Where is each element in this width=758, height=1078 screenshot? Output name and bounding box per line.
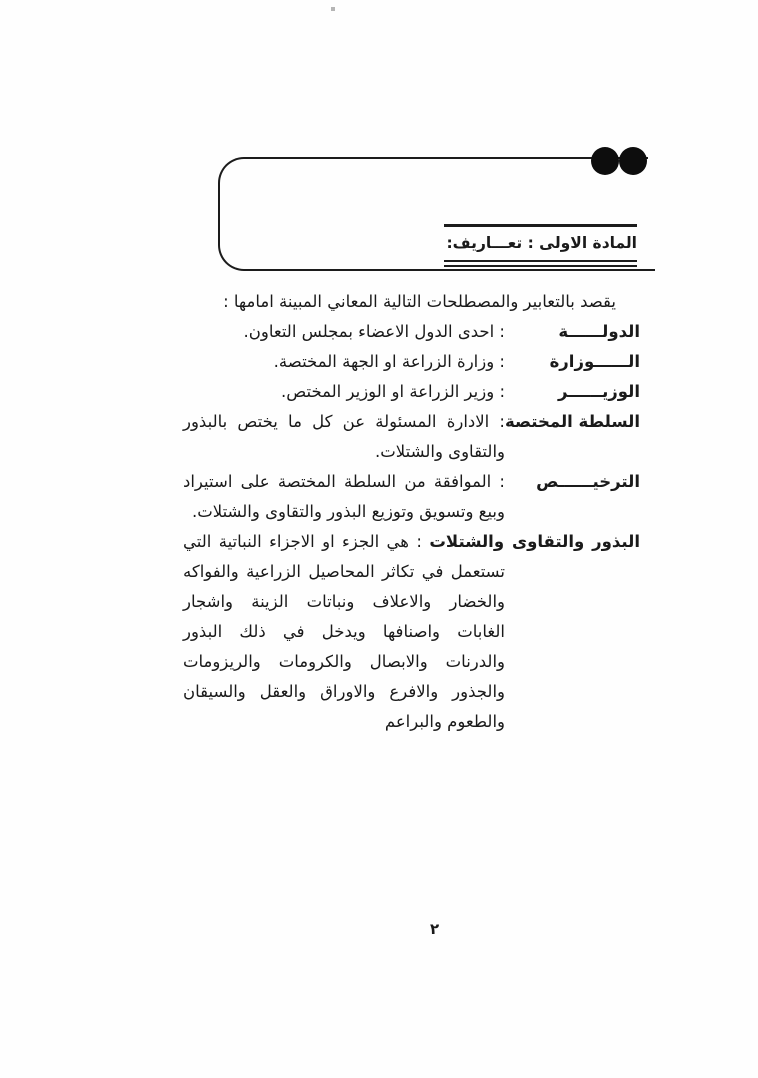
decorative-bullet-right (619, 147, 647, 175)
page-number: ٢ (430, 920, 440, 938)
definition-text: : وزير الزراعة او الوزير المختص. (281, 382, 505, 401)
scan-artifact-dot (331, 7, 335, 11)
definition-term: السلطة المختصة (504, 412, 640, 431)
definition-term: الوزيــــــر (558, 382, 640, 401)
definition-row (183, 467, 640, 527)
intro-paragraph: يقصد بالتعابير والمصطلحات التالية المعاني المبينة امامها : (223, 292, 616, 311)
definition-text: : وزارة الزراعة او الجهة المختصة. (273, 352, 505, 371)
definition-row (183, 347, 640, 377)
definition-text: : الموافقة من السلطة المختصة على استيراد وبيع وتسويق وتوزيع البذور والتقاوى والشتلات. (183, 472, 505, 521)
definitions-section (183, 287, 640, 737)
definition-term-inline: البذور والتقاوى والشتلات (429, 532, 640, 551)
definition-term: الترخيــــــص (536, 472, 640, 491)
definition-row (183, 407, 640, 467)
definition-row (183, 377, 640, 407)
definition-row (183, 317, 640, 347)
definition-term: الــــــوزارة (549, 352, 640, 371)
frame-border-patch (648, 155, 658, 162)
definition-paragraph (183, 527, 640, 737)
title-bottom-double-rule (444, 260, 637, 267)
definition-text: : احدى الدول الاعضاء بمجلس التعاون. (243, 322, 505, 341)
article-title: المادة الاولى : تعـــاريف: (446, 233, 637, 252)
definition-term: الدولــــــة (558, 322, 640, 341)
article-title-block (444, 224, 637, 267)
definition-text: : الادارة المسئولة عن كل ما يختص بالبذور والتقاوى والشتلات. (183, 412, 505, 461)
definition-text-inline: : هي الجزء او الاجزاء النباتية التي تستعمل في تكاثر المحاصيل الزراعية والفواكه والخضار والاعلاف ونباتات الزينة واشجار الغابات واصنافها ويدخل في ذلك البذور والدرنات والابصال والكرومات والريزومات والجذور والافرع والاوراق والعقل والسيقان والطعوم والبراعم (183, 532, 505, 731)
decorative-bullet-left (591, 147, 619, 175)
